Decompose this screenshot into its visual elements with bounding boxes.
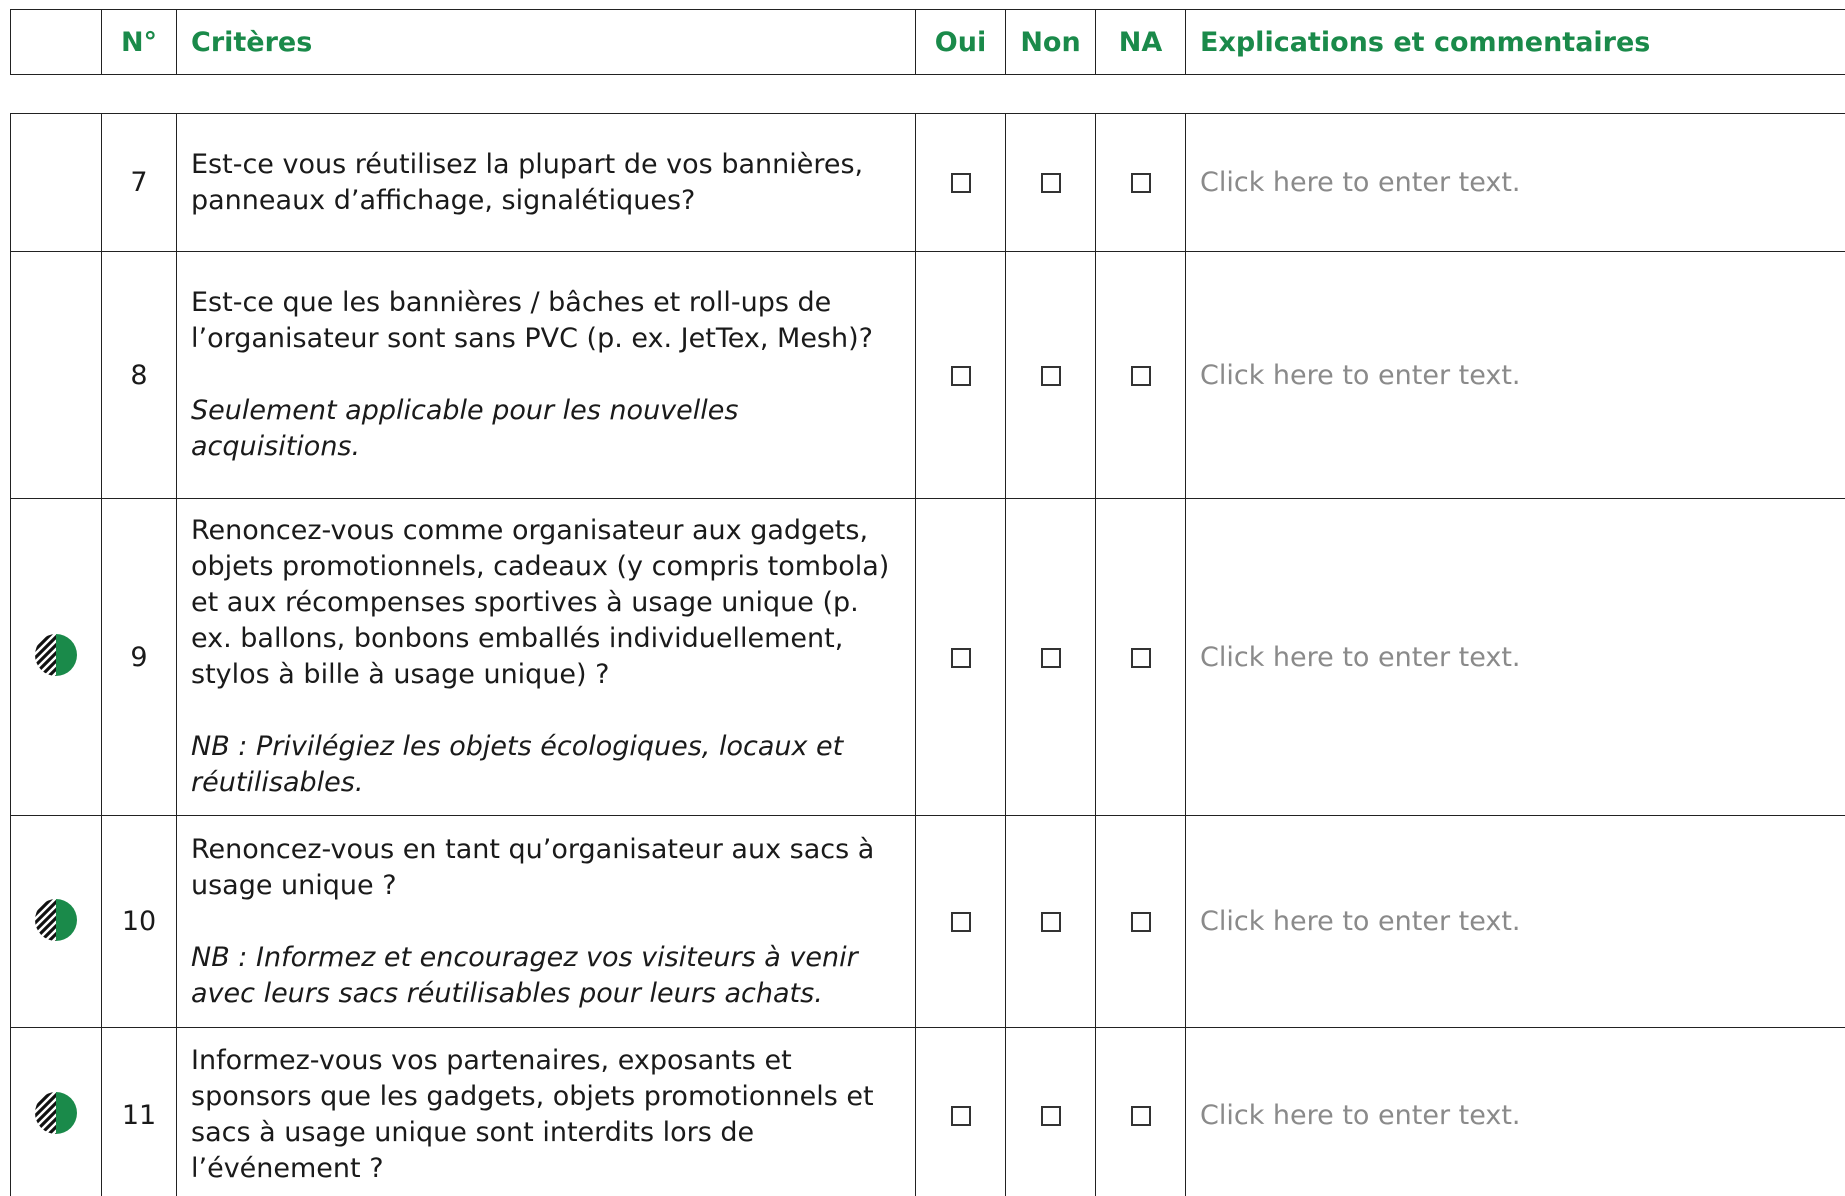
checkbox-cell-yes — [916, 499, 1006, 816]
half-hatched-green-circle-icon — [34, 898, 78, 946]
header-comments: Explications et commentaires — [1186, 10, 1845, 75]
header-na: NA — [1096, 10, 1186, 75]
checkbox-no[interactable] — [1041, 366, 1061, 386]
criteria-text: Informez-vous vos partenaires, exposants et sponsors que les gadgets, objets promotionnels et sacs à usage unique sont interdits lors de l’événement ? — [191, 1045, 874, 1184]
checkbox-yes[interactable] — [951, 366, 971, 386]
row-number: 8 — [102, 252, 177, 499]
checkbox-cell-na — [1096, 816, 1186, 1028]
criteria-cell — [177, 499, 916, 816]
criteria-cell — [177, 816, 916, 1028]
checkbox-cell-na — [1096, 1028, 1186, 1196]
checkbox-cell-no — [1006, 1028, 1096, 1196]
row-number: 9 — [102, 499, 177, 816]
checkbox-cell-no — [1006, 114, 1096, 252]
checkbox-no[interactable] — [1041, 173, 1061, 193]
criteria-text: Est-ce vous réutilisez la plupart de vos bannières, panneaux d’affichage, signalétiques? — [191, 148, 864, 216]
row-icon-cell — [11, 252, 102, 499]
checkbox-no[interactable] — [1041, 912, 1061, 932]
comment-input[interactable]: Click here to enter text. — [1186, 1028, 1845, 1196]
table-row — [11, 252, 1845, 499]
criteria-note: NB : Privilégiez les objets écologiques, locaux et réutilisables. — [191, 731, 844, 798]
criteria-note: Seulement applicable pour les nouvelles acquisitions. — [191, 395, 739, 462]
checkbox-na[interactable] — [1131, 912, 1151, 932]
half-hatched-green-circle-icon — [34, 1091, 78, 1139]
checkbox-na[interactable] — [1131, 1106, 1151, 1126]
row-number: 11 — [102, 1028, 177, 1196]
checkbox-cell-yes — [916, 816, 1006, 1028]
half-hatched-green-circle-icon — [34, 633, 78, 681]
comment-input[interactable]: Click here to enter text. — [1186, 816, 1845, 1028]
checkbox-cell-no — [1006, 816, 1096, 1028]
row-icon-cell — [11, 1028, 102, 1196]
criteria-text: Renoncez-vous en tant qu’organisateur aux sacs à usage unique ? — [191, 833, 875, 901]
table-row — [11, 499, 1845, 816]
criteria-note: NB : Informez et encouragez vos visiteurs à venir avec leurs sacs réutilisables pour leurs achats. — [191, 941, 858, 1009]
table-row — [11, 114, 1845, 252]
criteria-cell — [177, 1028, 916, 1196]
header-table — [10, 9, 1845, 75]
checkbox-yes[interactable] — [951, 1106, 971, 1126]
header-no: Non — [1006, 10, 1096, 75]
criteria-text: Est-ce que les bannières / bâches et roll-ups de l’organisateur sont sans PVC (p. ex. JetTex, Mesh)? — [191, 287, 873, 354]
table-row — [11, 1028, 1845, 1196]
comment-input[interactable]: Click here to enter text. — [1186, 499, 1845, 816]
header-row — [11, 10, 1845, 75]
checkbox-na[interactable] — [1131, 173, 1151, 193]
checkbox-yes[interactable] — [951, 173, 971, 193]
checkbox-yes[interactable] — [951, 648, 971, 668]
header-icon-col — [11, 10, 102, 75]
checkbox-na[interactable] — [1131, 648, 1151, 668]
comment-input[interactable]: Click here to enter text. — [1186, 252, 1845, 499]
header-number: N° — [102, 10, 177, 75]
row-icon-cell — [11, 499, 102, 816]
row-number: 10 — [102, 816, 177, 1028]
checkbox-cell-yes — [916, 114, 1006, 252]
criteria-text: Renoncez-vous comme organisateur aux gadgets, objets promotionnels, cadeaux (y compris tombola) et aux récompenses sportives à usage unique (p. ex. ballons, bonbons emballés individuellement, stylos à bille à usage unique) ? — [191, 515, 890, 690]
row-icon-cell — [11, 816, 102, 1028]
header-criteria: Critères — [177, 10, 916, 75]
table-row — [11, 816, 1845, 1028]
checkbox-na[interactable] — [1131, 366, 1151, 386]
checkbox-cell-no — [1006, 499, 1096, 816]
checkbox-yes[interactable] — [951, 912, 971, 932]
header-yes: Oui — [916, 10, 1006, 75]
checkbox-cell-na — [1096, 252, 1186, 499]
row-number: 7 — [102, 114, 177, 252]
checkbox-cell-yes — [916, 1028, 1006, 1196]
criteria-table — [10, 113, 1845, 1196]
criteria-cell — [177, 252, 916, 499]
checkbox-cell-na — [1096, 114, 1186, 252]
row-icon-cell — [11, 114, 102, 252]
checkbox-no[interactable] — [1041, 648, 1061, 668]
comment-input[interactable]: Click here to enter text. — [1186, 114, 1845, 252]
criteria-cell — [177, 114, 916, 252]
checkbox-cell-yes — [916, 252, 1006, 499]
checkbox-no[interactable] — [1041, 1106, 1061, 1126]
checkbox-cell-no — [1006, 252, 1096, 499]
checkbox-cell-na — [1096, 499, 1186, 816]
